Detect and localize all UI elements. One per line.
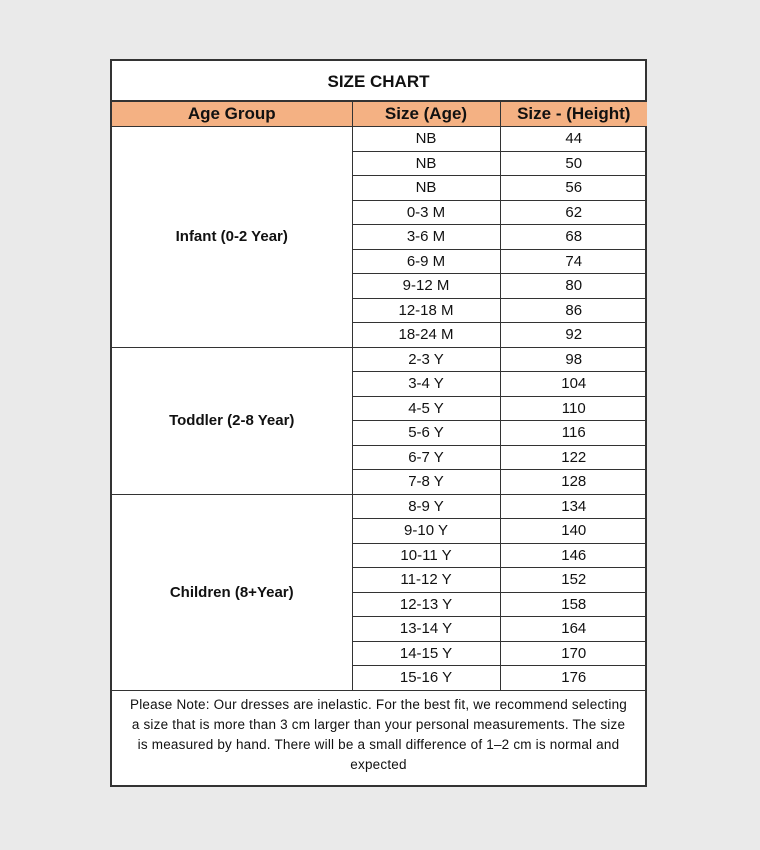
size-age-cell: 12-13 Y (352, 592, 500, 617)
size-age-cell: 3-4 Y (352, 372, 500, 397)
table-row (112, 347, 647, 372)
size-height-cell: 170 (500, 641, 647, 666)
size-age-cell: 6-7 Y (352, 445, 500, 470)
size-age-cell: 4-5 Y (352, 396, 500, 421)
size-age-cell: 3-6 M (352, 225, 500, 250)
size-height-cell: 152 (500, 568, 647, 593)
size-height-cell: 110 (500, 396, 647, 421)
size-height-cell: 164 (500, 617, 647, 642)
size-height-cell: 92 (500, 323, 647, 348)
size-height-cell: 158 (500, 592, 647, 617)
size-height-cell: 62 (500, 200, 647, 225)
fit-note: Please Note: Our dresses are inelastic. For the best fit, we recommend selecting a size that is more than 3 cm larger than your personal measurements. The size is measured by hand. There will be a small difference of 1–2 cm is normal and expected (130, 696, 627, 772)
size-height-cell: 86 (500, 298, 647, 323)
column-header-age-group: Age Group (112, 102, 352, 127)
size-age-cell: 13-14 Y (352, 617, 500, 642)
size-age-cell: 5-6 Y (352, 421, 500, 446)
table-row (112, 127, 647, 152)
size-height-cell: 176 (500, 666, 647, 691)
size-height-cell: 68 (500, 225, 647, 250)
header-row (112, 102, 647, 127)
size-height-cell: 146 (500, 543, 647, 568)
age-group-cell: Children (8+Year) (112, 494, 352, 690)
size-age-cell: 18-24 M (352, 323, 500, 348)
size-height-cell: 44 (500, 127, 647, 152)
size-age-cell: 9-12 M (352, 274, 500, 299)
column-header-size-height: Size - (Height) (500, 102, 647, 127)
size-height-cell: 128 (500, 470, 647, 495)
size-height-cell: 74 (500, 249, 647, 274)
size-age-cell: 8-9 Y (352, 494, 500, 519)
size-age-cell: 2-3 Y (352, 347, 500, 372)
age-group-cell: Infant (0-2 Year) (112, 127, 352, 348)
size-chart-sheet (110, 59, 647, 787)
size-height-cell: 98 (500, 347, 647, 372)
size-table-body (112, 127, 647, 691)
size-age-cell: 14-15 Y (352, 641, 500, 666)
size-table (112, 102, 647, 691)
size-age-cell: NB (352, 176, 500, 201)
size-age-cell: 6-9 M (352, 249, 500, 274)
size-age-cell: 12-18 M (352, 298, 500, 323)
size-age-cell: 0-3 M (352, 200, 500, 225)
chart-title: SIZE CHART (112, 61, 645, 102)
size-age-cell: 7-8 Y (352, 470, 500, 495)
size-age-cell: NB (352, 127, 500, 152)
age-group-cell: Toddler (2-8 Year) (112, 347, 352, 494)
size-height-cell: 56 (500, 176, 647, 201)
size-age-cell: 11-12 Y (352, 568, 500, 593)
size-height-cell: 80 (500, 274, 647, 299)
column-header-size-age: Size (Age) (352, 102, 500, 127)
size-height-cell: 104 (500, 372, 647, 397)
table-row (112, 494, 647, 519)
size-height-cell: 116 (500, 421, 647, 446)
size-height-cell: 50 (500, 151, 647, 176)
size-height-cell: 134 (500, 494, 647, 519)
size-height-cell: 122 (500, 445, 647, 470)
size-height-cell: 140 (500, 519, 647, 544)
size-age-cell: 15-16 Y (352, 666, 500, 691)
size-age-cell: 9-10 Y (352, 519, 500, 544)
size-age-cell: 10-11 Y (352, 543, 500, 568)
size-age-cell: NB (352, 151, 500, 176)
